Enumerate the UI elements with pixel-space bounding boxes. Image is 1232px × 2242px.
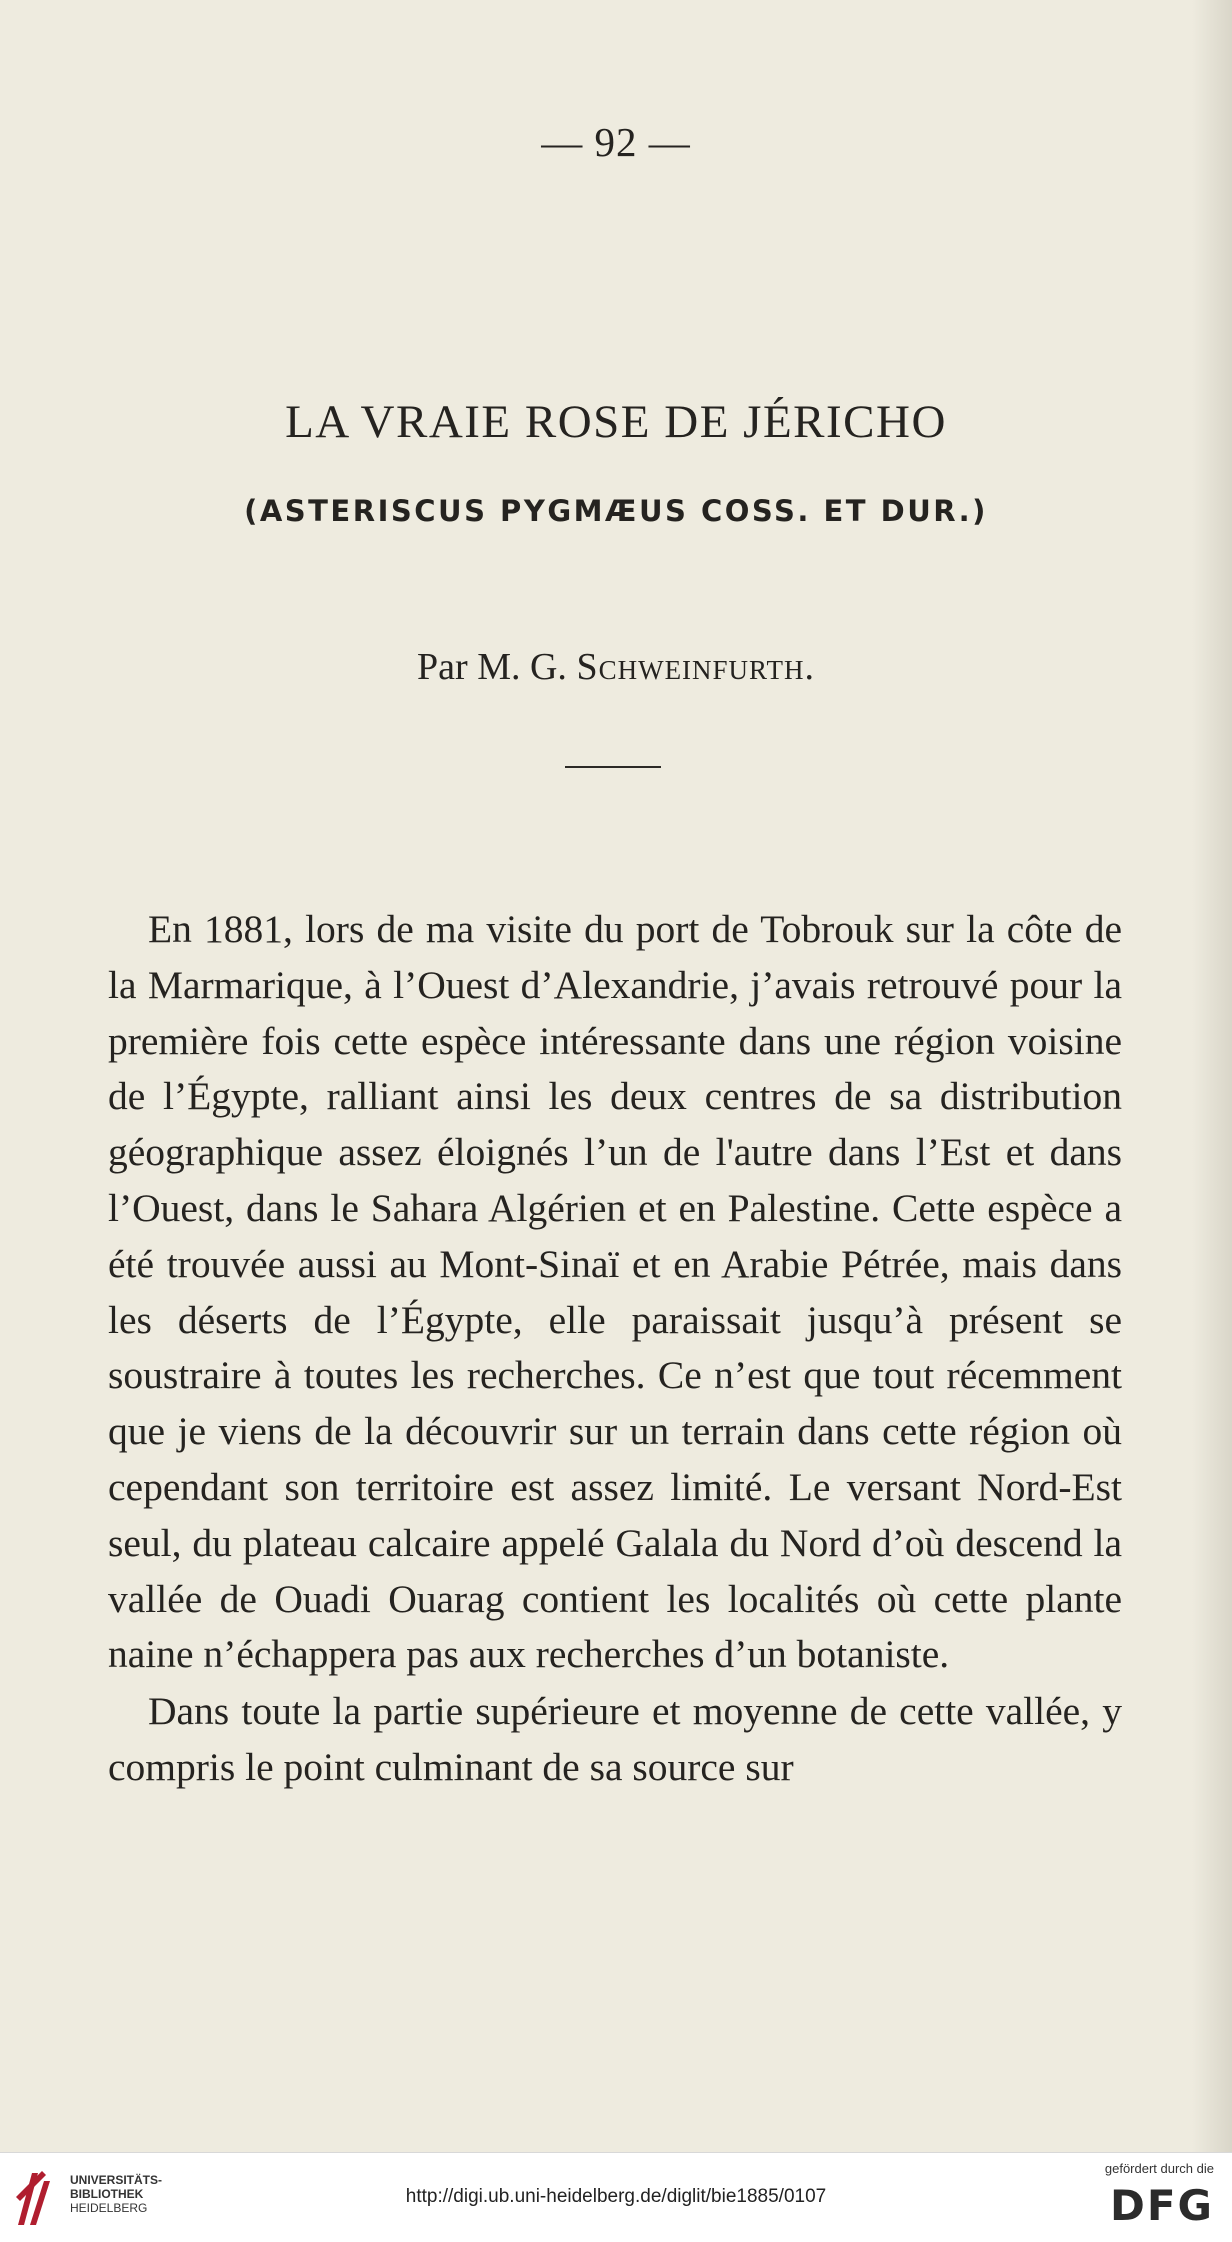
digitization-footer bbox=[0, 2152, 1232, 2242]
library-name-line: BIBLIOTHEK bbox=[70, 2187, 144, 2201]
title-separator-rule bbox=[565, 766, 661, 768]
author-prefix: Par M. G. bbox=[417, 646, 577, 688]
permalink-url[interactable]: http://digi.ub.uni-heidelberg.de/diglit/bie1885/0107 bbox=[405, 2186, 827, 2207]
article-subtitle: (ASTERISCUS PYGMÆUS COSS. ET DUR.) bbox=[244, 494, 988, 528]
paragraph: Dans toute la partie supérieure et moyenne de cette vallée, y compris le point culminant de sa source sur bbox=[108, 1689, 1122, 1789]
page-edge-shadow bbox=[1192, 0, 1232, 2152]
paragraph: En 1881, lors de ma visite du port de Tobrouk sur la côte de la Marmarique, à l’Ouest d’Alexandrie, j’avais retrouvé pour la première fois cette espèce intéressante dans une région voisine de l’Égypte, ralliant ainsi les deux centres de sa distribution géographique assez éloignés l’un de l'autre dans l’Est et dans l’Ouest, dans le Sahara Algérien et en Palestine. Cette espèce a été trouvée aussi au Mont-Sinaï et en Arabie Pétrée, mais dans les déserts de l’Égypte, elle paraissait jusqu’à présent se soustraire à toutes les recherches. Ce n’est que tout récemment que je viens de la découvrir sur un terrain dans cette région où cependant son territoire est assez limité. Le versant Nord-Est seul, du plateau calcaire appelé Galala du Nord d’où descend la vallée de Ouadi Ouarag contient les localités où cette plante naine n’échappera pas aux recherches d’un botaniste. bbox=[108, 907, 1122, 1677]
dfg-logo[interactable]: DFG bbox=[1109, 2181, 1214, 2230]
page-number: — 92 — bbox=[541, 119, 691, 165]
funder-label: gefördert durch die bbox=[1104, 2161, 1214, 2176]
library-name-line: UNIVERSITÄTS- bbox=[70, 2173, 163, 2187]
article-title: LA VRAIE ROSE DE JÉRICHO bbox=[285, 396, 947, 448]
author-name: Schweinfurth. bbox=[576, 646, 815, 688]
library-name-line: HEIDELBERG bbox=[70, 2201, 148, 2215]
article-body bbox=[108, 902, 1122, 1796]
author-line bbox=[0, 645, 1232, 689]
